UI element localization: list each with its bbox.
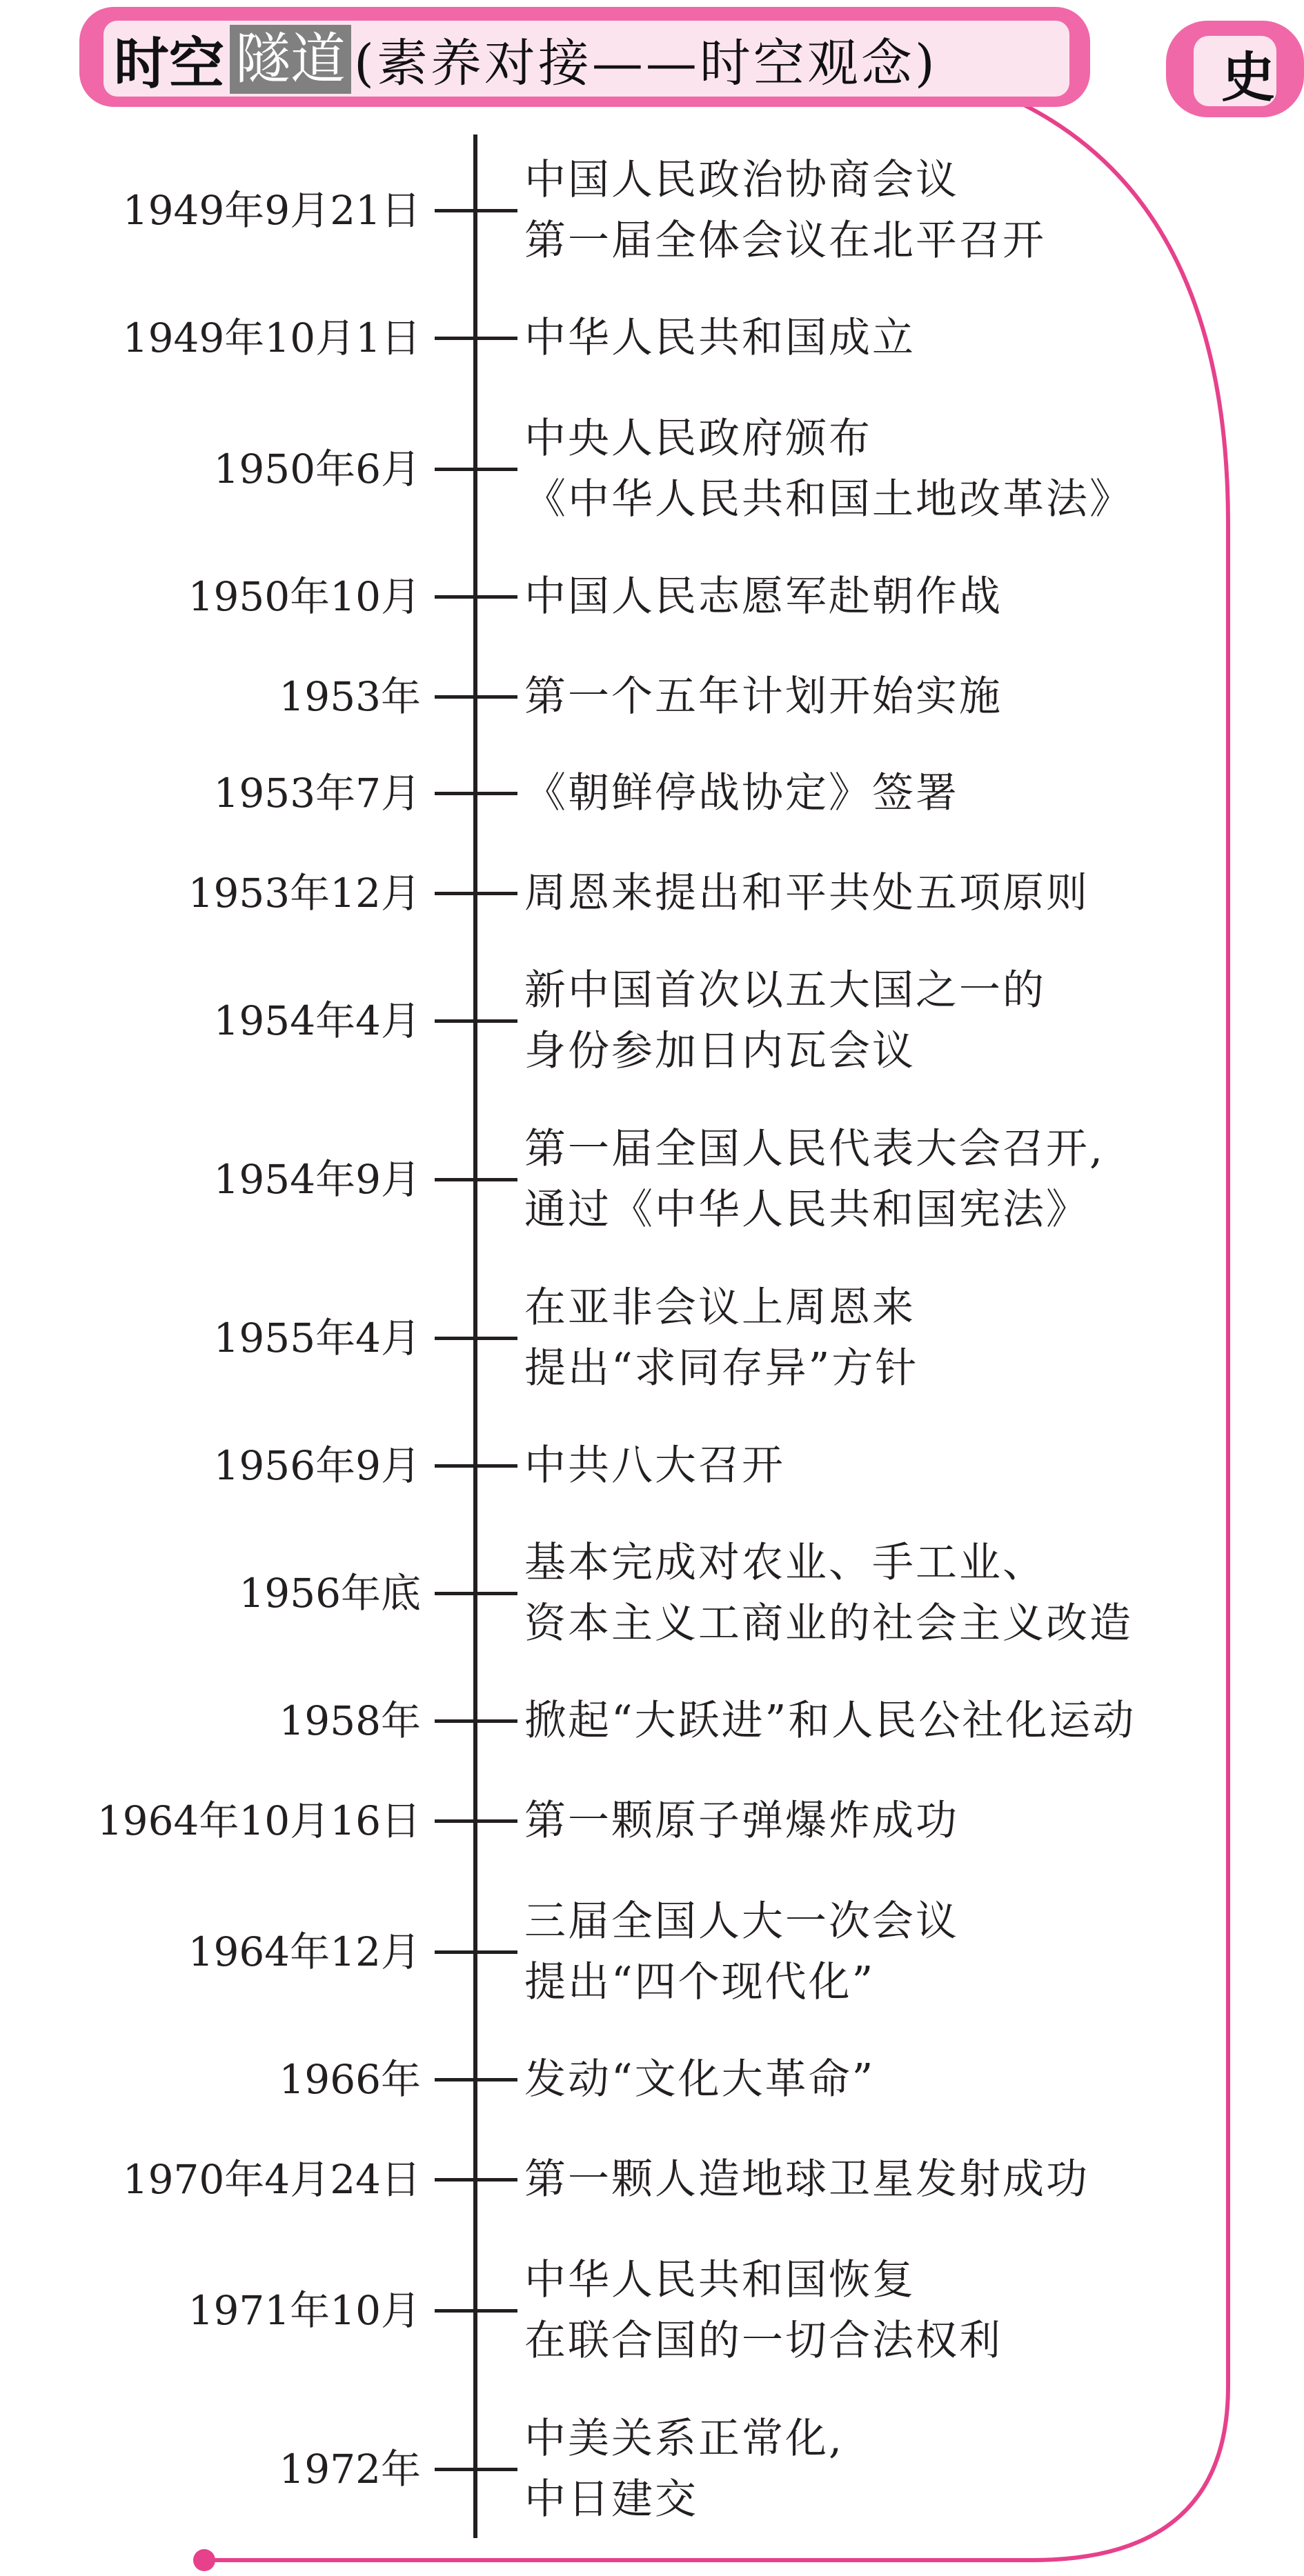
event-description — [524, 408, 1133, 530]
event-tick — [435, 892, 517, 895]
event-description-line: 提出“求同存异”方针 — [524, 1344, 919, 1392]
event-tick — [435, 2468, 517, 2471]
event-date: 1966年 — [279, 2056, 421, 2103]
event-date: 1970年4月24日 — [122, 2156, 421, 2203]
title-boxed-text: 隧道 — [230, 25, 351, 94]
event-tick — [435, 595, 517, 599]
event-description-line: 三届全国人大一次会议 — [524, 1897, 959, 1946]
event-description-line: 中华人民共和国恢复 — [524, 2256, 916, 2304]
title-bold-text: 时空 — [114, 32, 224, 96]
event-description-line: 第一颗人造地球卫星发射成功 — [524, 2155, 1089, 2204]
event-description — [524, 666, 1002, 727]
event-date: 1953年 — [279, 673, 421, 720]
event-date: 1964年12月 — [188, 1928, 421, 1975]
event-description-line: 提出“四个现代化” — [524, 1958, 876, 2006]
event-description-line: 中华人民共和国成立 — [524, 314, 916, 362]
adjacent-tab-label: 史 — [1221, 47, 1276, 109]
event-description-line: 周恩来提出和平共处五项原则 — [524, 869, 1089, 917]
event-description — [524, 1435, 785, 1496]
event-description-line: 发动“文化大革命” — [524, 2055, 876, 2104]
event-date: 1954年4月 — [213, 997, 421, 1044]
event-tick — [435, 2309, 517, 2313]
event-description — [524, 566, 1002, 627]
event-tick — [435, 1950, 517, 1954]
event-description — [524, 1532, 1133, 1654]
section-title — [114, 19, 938, 99]
event-date: 1954年9月 — [213, 1156, 421, 1203]
event-description — [524, 1690, 1136, 1751]
event-description — [524, 763, 959, 823]
event-description-line: 第一个五年计划开始实施 — [524, 672, 1002, 721]
event-description — [524, 863, 1089, 923]
event-description-line: 身份参加日内瓦会议 — [524, 1027, 916, 1075]
event-tick — [435, 695, 517, 699]
event-description-line: 在亚非会议上周恩来 — [524, 1284, 916, 1332]
event-description-line: 新中国首次以五大国之一的 — [524, 966, 1046, 1015]
event-description-line: 第一届全体会议在北平召开 — [524, 217, 1046, 265]
event-date: 1949年9月21日 — [122, 187, 421, 234]
frame-end-dot — [193, 2549, 215, 2571]
event-date: 1972年 — [279, 2446, 421, 2493]
event-description — [524, 2250, 1002, 2371]
event-description-line: 中美关系正常化, — [524, 2415, 844, 2463]
event-date: 1956年9月 — [213, 1442, 421, 1489]
event-tick — [435, 468, 517, 471]
event-description — [524, 2149, 1089, 2210]
event-tick — [435, 1464, 517, 1468]
event-tick — [435, 1019, 517, 1023]
event-description-line: 中日建交 — [524, 2475, 698, 2524]
event-description — [524, 150, 1046, 271]
event-tick — [435, 1592, 517, 1595]
event-description-line: 第一颗原子弹爆炸成功 — [524, 1797, 959, 1845]
event-description-line: 中央人民政府颁布 — [524, 415, 872, 463]
event-tick — [435, 1178, 517, 1181]
event-description — [524, 1790, 959, 1851]
event-tick — [435, 1819, 517, 1823]
event-tick — [435, 337, 517, 340]
event-date: 1953年7月 — [213, 770, 421, 817]
event-description — [524, 308, 916, 368]
event-date: 1964年10月16日 — [97, 1797, 421, 1844]
event-tick — [435, 1337, 517, 1340]
event-date: 1956年底 — [239, 1570, 421, 1617]
event-description-line: 在联合国的一切合法权利 — [524, 2317, 1002, 2365]
event-description-line: 基本完成对农业、手工业、 — [524, 1539, 1046, 1587]
event-description-line: 资本主义工商业的社会主义改造 — [524, 1599, 1133, 1648]
event-tick — [435, 2178, 517, 2181]
event-date: 1949年10月1日 — [122, 314, 421, 361]
event-tick — [435, 792, 517, 795]
event-description-line: 掀起“大跃进”和人民公社化运动 — [524, 1697, 1136, 1745]
event-date: 1950年10月 — [188, 573, 421, 620]
event-date: 1955年4月 — [213, 1315, 421, 1361]
event-description-line: 通过《中华人民共和国宪法》 — [524, 1186, 1089, 1234]
event-description-line: 《朝鲜停战协定》签署 — [524, 769, 959, 817]
event-date: 1958年 — [279, 1697, 421, 1744]
event-description-line: 《中华人民共和国土地改革法》 — [524, 475, 1133, 523]
event-description — [524, 960, 1046, 1081]
event-date: 1950年6月 — [213, 446, 421, 492]
event-tick — [435, 2078, 517, 2081]
event-description-line: 中国人民志愿军赴朝作战 — [524, 572, 1002, 621]
event-description — [524, 1119, 1105, 1240]
event-description-line: 中国人民政治协商会议 — [524, 156, 959, 204]
event-tick — [435, 209, 517, 212]
event-description — [524, 2049, 875, 2110]
title-subtitle: (素养对接——时空观念) — [354, 33, 938, 93]
event-description-line: 中共八大召开 — [524, 1441, 785, 1490]
event-date: 1953年12月 — [188, 870, 421, 917]
event-description-line: 第一届全国人民代表大会召开, — [524, 1125, 1105, 1173]
event-description — [524, 1277, 918, 1399]
event-date: 1971年10月 — [188, 2287, 421, 2334]
event-description — [524, 1891, 959, 2013]
event-tick — [435, 1719, 517, 1723]
event-description — [524, 2408, 844, 2530]
